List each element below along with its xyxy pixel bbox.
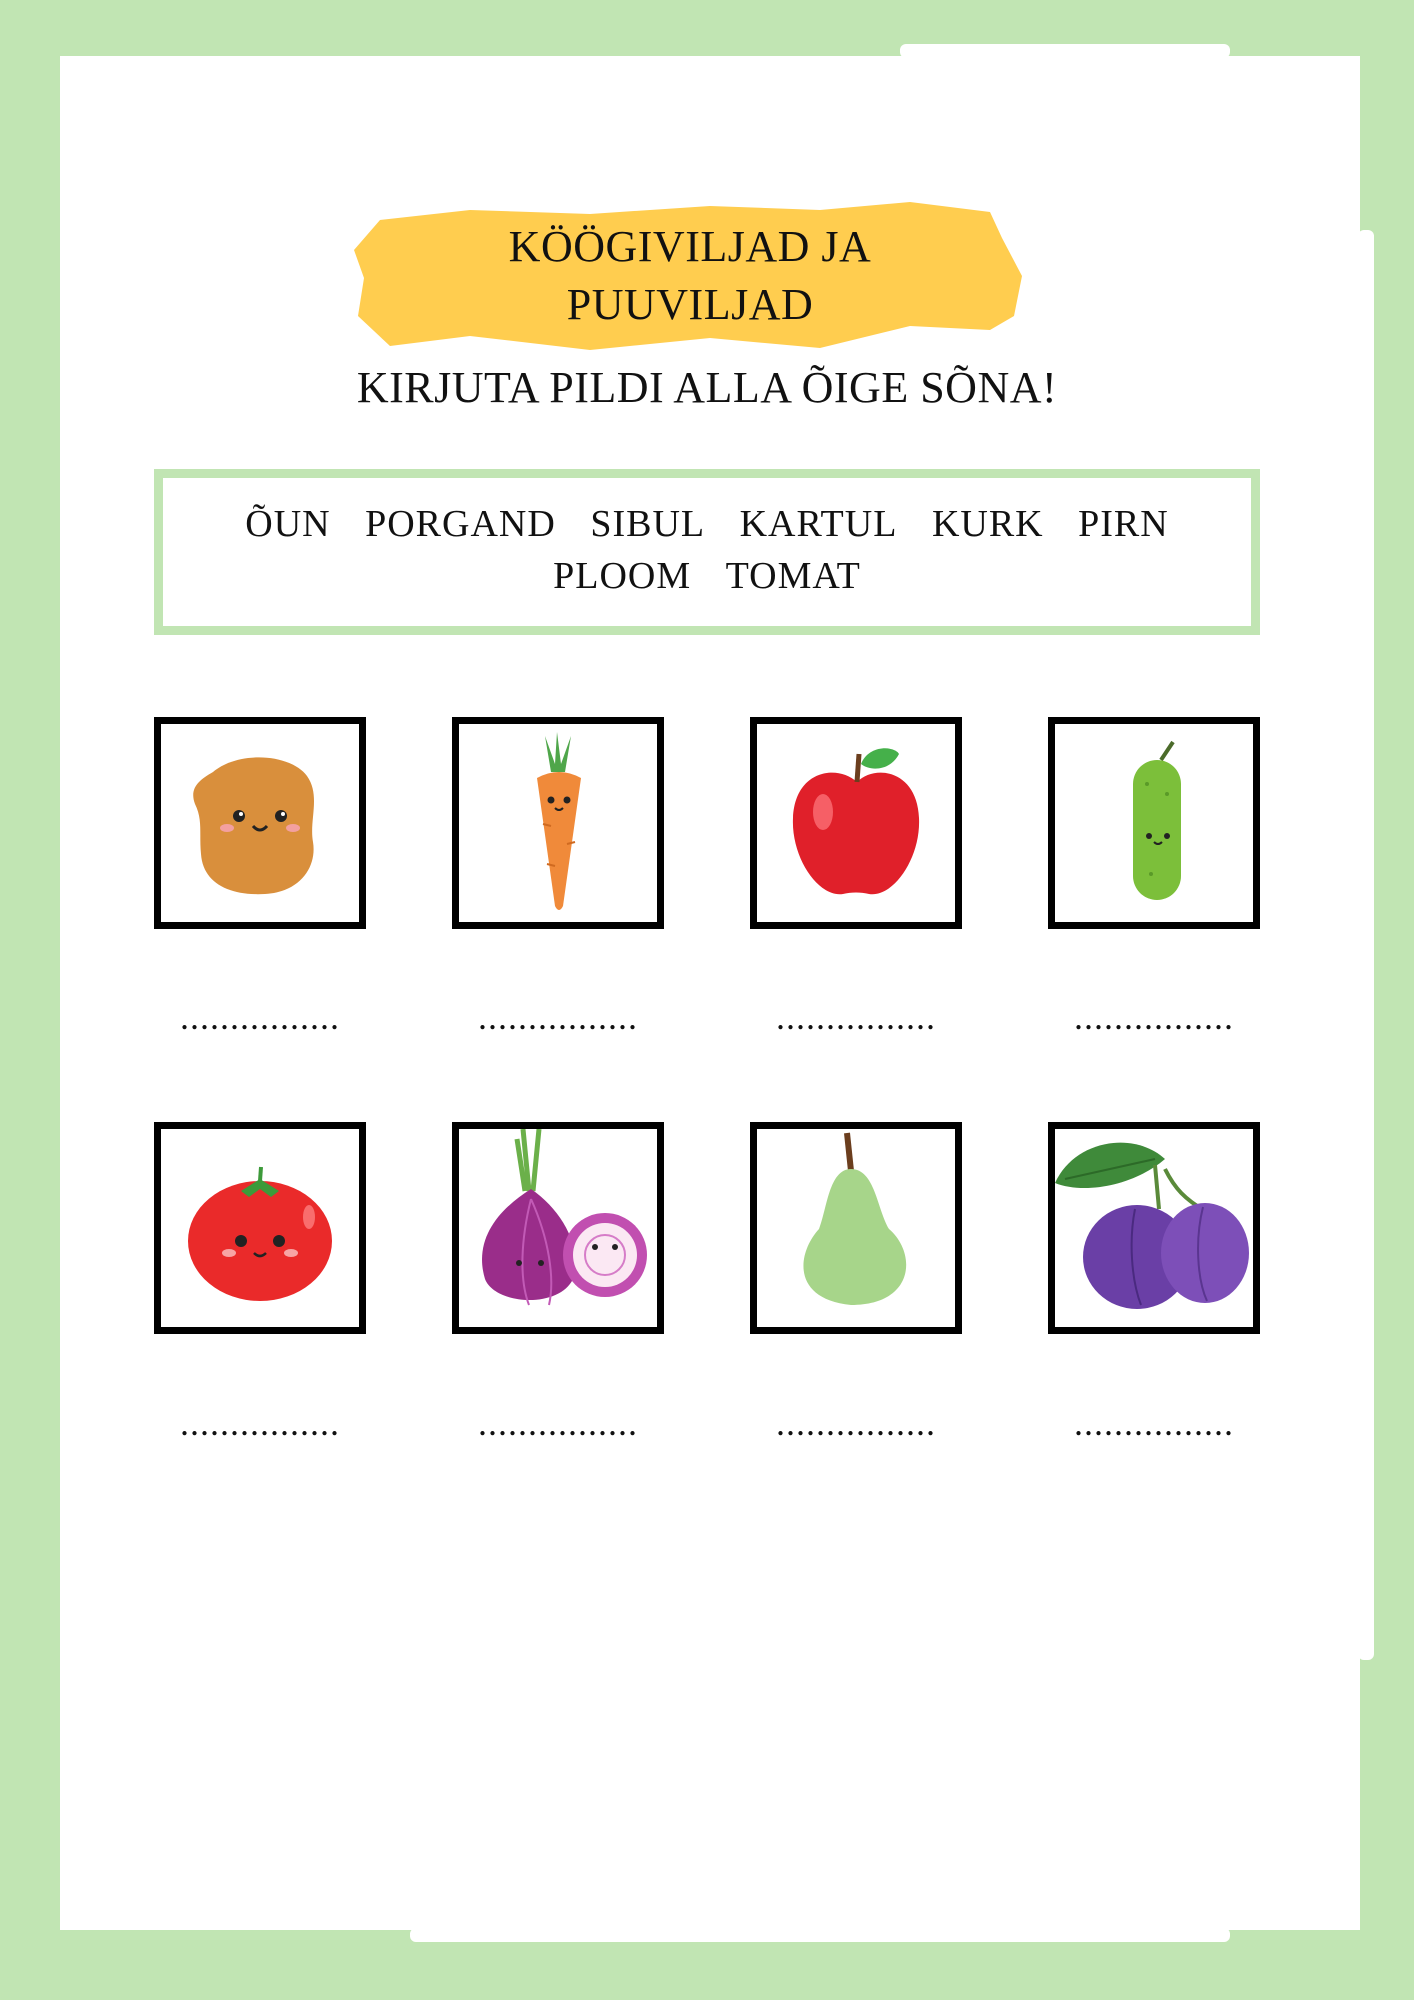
- word-bank-item: ÕUN: [245, 503, 331, 545]
- onion-icon: [459, 1129, 657, 1327]
- picture-card-pear: [750, 1122, 962, 1334]
- word-bank-item: PORGAND: [365, 503, 556, 545]
- answer-blank[interactable]: ................: [180, 1403, 340, 1443]
- word-bank-item: PIRN: [1078, 503, 1169, 545]
- word-bank-item: KARTUL: [739, 503, 898, 545]
- answer-blank[interactable]: ................: [776, 1403, 936, 1443]
- answer-blank[interactable]: ................: [180, 997, 340, 1037]
- instruction-text: KIRJUTA PILDI ALLA ÕIGE SÕNA!: [356, 363, 1058, 412]
- paper-edge-top: [900, 44, 1230, 58]
- picture-card-cucumber: [1048, 717, 1260, 929]
- word-bank-list: [163, 498, 1251, 602]
- apple-icon: [757, 724, 955, 922]
- pear-icon: [757, 1129, 955, 1327]
- answer-blank[interactable]: ................: [478, 997, 638, 1037]
- picture-card-carrot: [452, 717, 664, 929]
- carrot-icon: [459, 724, 657, 922]
- answer-blank[interactable]: ................: [776, 997, 936, 1037]
- word-bank-box: [154, 469, 1260, 635]
- word-bank-item: PLOOM: [553, 555, 692, 597]
- picture-card-apple: [750, 717, 962, 929]
- cucumber-icon: [1055, 724, 1253, 922]
- answer-blank[interactable]: ................: [1074, 997, 1234, 1037]
- word-bank-item: KURK: [931, 503, 1044, 545]
- page-title-line1: KÖÖGIVILJAD JA: [508, 222, 872, 271]
- picture-card-potato: [154, 717, 366, 929]
- potato-icon: [161, 724, 359, 922]
- paper-edge-bottom: [410, 1928, 1230, 1942]
- title-block: [350, 198, 1030, 358]
- paper-edge-right: [1358, 230, 1374, 1660]
- plum-icon: [1055, 1129, 1253, 1327]
- page-title-line2: PUUVILJAD: [566, 280, 814, 329]
- picture-card-plum: [1048, 1122, 1260, 1334]
- answer-blank[interactable]: ................: [1074, 1403, 1234, 1443]
- page-title: [350, 218, 1030, 334]
- answer-blank[interactable]: ................: [478, 1403, 638, 1443]
- picture-card-onion: [452, 1122, 664, 1334]
- tomato-icon: [161, 1129, 359, 1327]
- word-bank-item: TOMAT: [725, 555, 861, 597]
- word-bank-item: SIBUL: [590, 503, 706, 545]
- picture-card-tomato: [154, 1122, 366, 1334]
